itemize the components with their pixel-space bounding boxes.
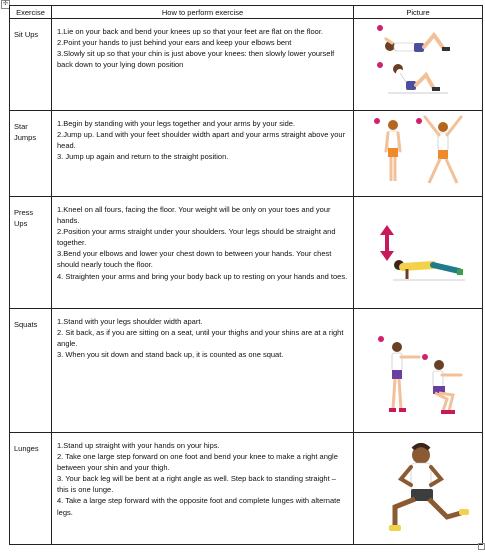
instruction-step: 2.Position your arms straight under your shoulders. Your legs should be straight and together.: [57, 227, 336, 248]
instruction-step: 3. Your back leg will be bent at a right angle as well. Step back to standing straight – this is one lunge.: [57, 474, 336, 495]
star-jumps-drawing: [363, 111, 473, 195]
table-row: [10, 309, 483, 433]
instruction-step: 1.Begin by standing with your legs together and your arms by your side.: [57, 119, 296, 128]
step-badge: [377, 25, 383, 31]
exercise-name: Star Jumps: [10, 111, 52, 197]
step-badge: [374, 118, 380, 124]
sit-ups-illustration: [354, 19, 483, 111]
table-row: [10, 19, 483, 111]
exercise-name: Sit Ups: [10, 19, 52, 111]
exercise-instructions: [52, 19, 354, 111]
star-jumps-illustration: [354, 111, 483, 197]
exercise-instructions: [52, 433, 354, 545]
instruction-step: 3.Bend your elbows and lower your chest down to between your hands. Your chest should nearly touch the floor.: [57, 249, 332, 270]
table-row: [10, 433, 483, 545]
exercise-name: Press Ups: [10, 197, 52, 309]
instruction-step: 2.Jump up. Land with your feet shoulder width apart and your arms straight above your head.: [57, 130, 346, 151]
header-exercise: Exercise: [10, 6, 52, 19]
squats-illustration: [354, 309, 483, 433]
table-row: [10, 111, 483, 197]
instruction-step: 2. Sit back, as if you are sitting on a seat, until your thighs and your shins are at a right angle.: [57, 328, 344, 349]
lunges-illustration: [354, 433, 483, 545]
instruction-step: 1.Stand up straight with your hands on your hips.: [57, 441, 220, 450]
exercise-name: Squats: [10, 309, 52, 433]
sit-ups-drawing: [368, 19, 468, 103]
exercise-table: [9, 5, 483, 545]
header-picture: Picture: [354, 6, 483, 19]
press-ups-drawing: [363, 197, 473, 297]
instruction-step: 3. Jump up again and return to the straight position.: [57, 152, 229, 162]
press-ups-illustration: [354, 197, 483, 309]
header-row: [10, 6, 483, 19]
instruction-step: 4. Take a large step forward with the opposite foot and complete lunges with alternate legs.: [57, 496, 341, 517]
step-badge: [416, 118, 422, 124]
instruction-step: 4. Straighten your arms and bring your body back up to resting on your hands and toes.: [57, 271, 348, 281]
header-how: How to perform exercise: [52, 6, 354, 19]
instruction-step: 3. When you sit down and stand back up, it is counted as one squat.: [57, 350, 284, 360]
step-badge: [377, 62, 383, 68]
table-move-handle[interactable]: ✣: [2, 1, 9, 7]
exercise-instructions: [52, 197, 354, 309]
instruction-step: 2. Take one large step forward on one foot and bend your knee to make a right angle between your shin and your thigh.: [57, 452, 338, 473]
squats-drawing: [363, 309, 473, 429]
instruction-step: 2.Point your hands to just behind your ears and keep your elbows bent: [57, 38, 292, 48]
instruction-step: 1.Kneel on all fours, facing the floor. Your weight will be only on your toes and your hands.: [57, 205, 331, 226]
up-down-arrow-icon: [380, 225, 394, 261]
instruction-step: 1.Lie on your back and bend your knees up so that your feet are flat on the floor.: [57, 27, 324, 36]
table-row: [10, 197, 483, 309]
exercise-name: Lunges: [10, 433, 52, 545]
exercise-instructions: [52, 111, 354, 197]
table-resize-handle[interactable]: [478, 543, 485, 550]
instruction-step: 1.Stand with your legs shoulder width apart.: [57, 317, 203, 326]
lunges-drawing: [363, 433, 473, 541]
exercise-instructions: [52, 309, 354, 433]
step-badge: [422, 354, 428, 360]
step-badge: [378, 336, 384, 342]
instruction-step: 3.Slowly sit up so that your chin is just above your knees: then slowly lower yourself back down to your lying down position: [57, 49, 335, 70]
